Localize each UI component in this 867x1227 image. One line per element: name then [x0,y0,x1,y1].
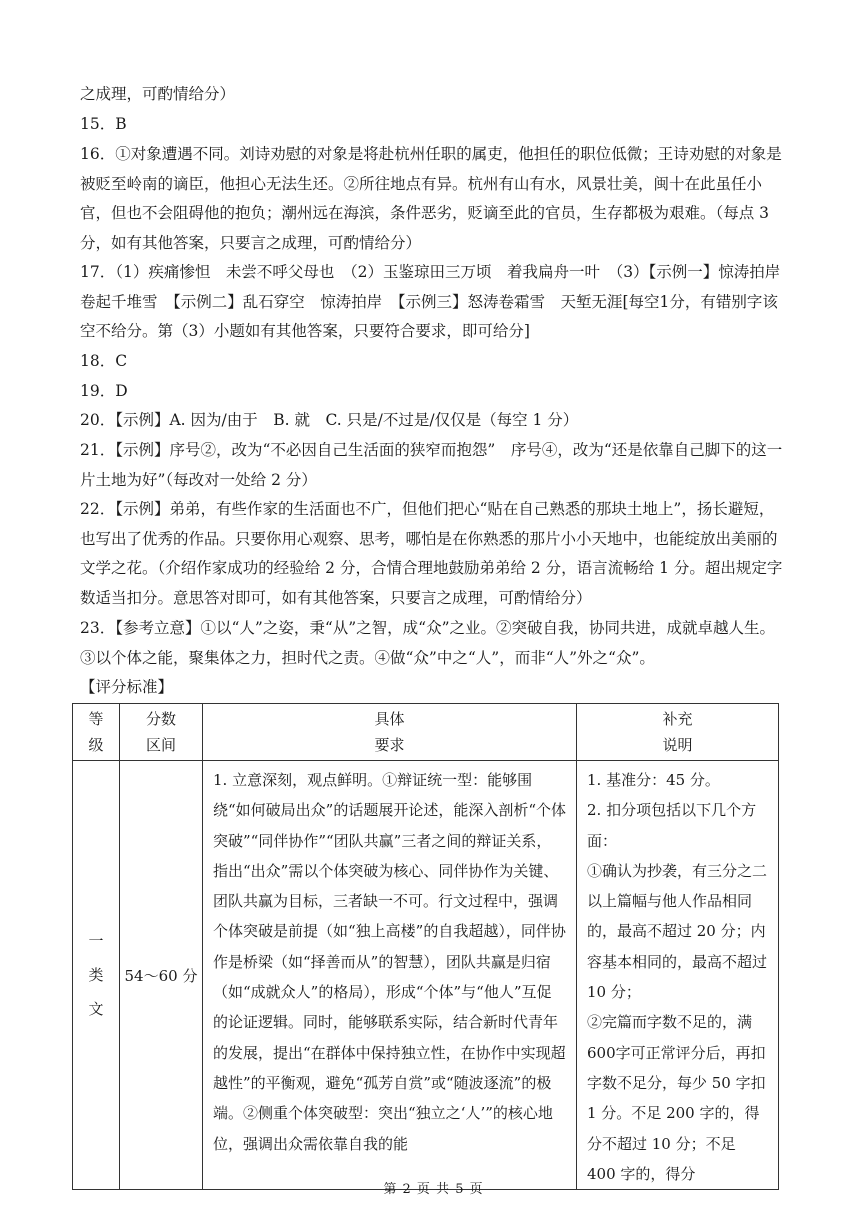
requirement-cell: 1. 立意深刻，观点鲜明。①辩证统一型：能够围绕“如何破局出众”的话题展开论述，能深入剖析“个体突破”“同伴协作”“团队共赢”三者之间的辩证关系，指出“出众”需以个体突破为核心、同伴协作为关键、团队共赢为目标，三者缺一不可。行文过程中，强调个体突破是前提（如“独上高楼”的自我超越），同伴协作是桥梁（如“择善而从”的智慧），团队共赢是归宿（如“成就众人”的格局），形成“个体”与“他人”互促的论证逻辑。同时，能够联系实际，结合新时代青年的发展，提出“在群体中保持独立性，在协作中实现超越性”的平衡观，避免“孤芳自赏”或“随波逐流”的极端。②侧重个体突破型：突出“独立之‘人’”的核心地位，强调出众需依靠自我的能 [203,761,577,1190]
answer-17: 17．（1）疾痛惨怛 未尝不呼父母也 （2）玉鉴琼田三万顷 着我扁舟一叶 （3）【示例一】惊涛拍岸 卷起千堆雪 【示例二】乱石穿空 惊涛拍岸 【示例三】怒涛卷霜雪 天堑无涯[每空1分，有错别字该空不给分。第（3）小题如有其他答案，只要符合要求，即可给分] [80,263,796,340]
grade-label: 一类文 [88,932,104,1019]
note-cell: 1. 基准分：45 分。 2. 扣分项包括以下几个方面： ①确认为抄袭，有三分之二以上篇幅与他人作品相同的，最高不超过 20 分；内容基本相同的，最高不超过 10 分； ②完篇而字数不足的，满600字可正常评分后，再扣字数不足分，每少 50 字扣 1 分。不足 200 字的，得分不超过 10 分；不足 400 字的，得分 [577,761,779,1190]
grade-cell [73,761,120,1190]
answer-21: 21．【示例】序号②，改为“不必因自己生活面的狭窄而抱怨” 序号④，改为“还是依靠自己脚下的这一片土地为好”（每改对一处给 2 分） [80,441,783,489]
grading-table-wrapper [72,703,778,1190]
score-range-cell: 54～60 分 [120,761,203,1190]
grading-standard-heading: 【评分标准】 [80,678,174,696]
header-note: 补充 说明 [577,704,779,761]
answer-23: 23．【参考立意】①以“人”之姿，秉“从”之智，成“众”之业。②突破自我，协同共进，成就卓越人生。③以个体之能，聚集体之力，担时代之责。④做“众”中之“人”，而非“人”外之“众”。 [80,619,776,667]
answer-19: 19．D [80,382,128,400]
header-score-range: 分数 区间 [120,704,203,761]
table-row [73,761,779,1190]
header-requirement: 具体 要求 [203,704,577,761]
header-grade: 等 级 [73,704,120,761]
grading-table [72,703,779,1190]
answer-20: 20．【示例】A. 因为/由于 B. 就 C. 只是/不过是/仅仅是（每空 1 分） [80,411,579,429]
answer-15: 15．B [80,115,127,133]
page-footer: 第 2 页 共 5 页 [383,1182,484,1197]
answer-16: 16．①对象遭遇不同。刘诗劝慰的对象是将赴杭州任职的属吏，他担任的职位低微；王诗劝慰的对象是被贬至岭南的谪臣，他担心无法生还。②所往地点有异。杭州有山有水，风景壮美，闽十在此虽任小官，但也不会阻碍他的抱负；潮州远在海滨，条件恶劣，贬谪至此的官员，生存都极为艰难。（每点 3 分，如有其他答案，只要言之成理，可酌情给分） [80,145,782,252]
table-header-row [73,704,779,761]
answer-18: 18．C [80,352,128,370]
answer-22: 22．【示例】弟弟，有些作家的生活面也不广，但他们把心“贴在自己熟悉的那块土地上”，扬长避短，也写出了优秀的作品。只要你用心观察、思考，哪怕是在你熟悉的那片小小天地中，也能绽放出美丽的文学之花。（介绍作家成功的经验给 2 分，合情合理地鼓励弟弟给 2 分，语言流畅给 1 分。超出规定字数适当扣分。意思答对即可，如有其他答案，只要言之成理，可酌情给分） [80,500,783,607]
paragraph-14-tail: 之成理，可酌情给分） [80,85,236,103]
